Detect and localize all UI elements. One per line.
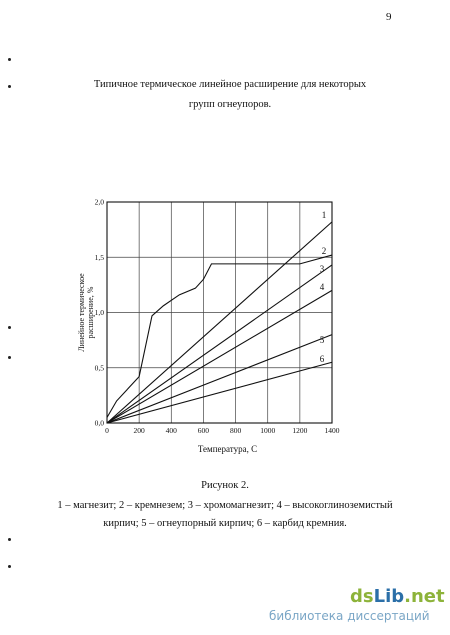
series-line-4 [107,290,332,423]
watermark-logo-mid: Lib [373,586,405,607]
watermark-subtitle: библиотека диссертаций [269,609,430,623]
y-axis-label-line-2: расширение, % [86,286,95,339]
x-tick-label: 1200 [292,426,308,435]
figure-title-line-2: групп огнеупоров. [188,99,272,110]
margin-mark [8,538,11,541]
legend-text-line-1: 1 – магнезит; 2 – кремнезем; 3 – хромомагнезит; 4 – высокоглиноземистый [57,500,393,511]
y-tick-label: 0,0 [94,418,104,428]
x-axis-label: Температура, С [197,444,258,454]
x-tick-label: 1000 [260,426,276,435]
series-label-4: 4 [319,282,325,292]
x-tick-label: 600 [197,426,210,435]
y-tick-label: 1,5 [94,252,104,262]
series-label-5: 5 [319,335,325,345]
y-tick-label: 0,5 [94,363,104,373]
figure-caption: Рисунок 2. [201,480,249,491]
x-tick-label: 400 [165,426,177,435]
y-axis-label-line-1: Линейное термическое [77,273,86,352]
watermark-logo-prefix: ds [350,586,374,607]
series-label-2: 2 [321,246,327,256]
series-line-5 [107,335,332,423]
margin-mark [8,565,11,568]
series-label-3: 3 [319,264,325,274]
watermark-logo [350,586,445,607]
legend-text-line-2: кирпич; 5 – огнеупорный кирпич; 6 – карбид кремния. [103,518,347,529]
x-tick-label: 1400 [324,426,340,435]
watermark-logo-suffix: .net [404,586,445,607]
x-tick-label: 200 [133,426,145,435]
series-label-1: 1 [321,210,327,220]
series-line-3 [107,265,332,423]
x-tick-label: 0 [105,426,109,435]
y-tick-label: 2,0 [94,197,104,207]
x-tick-label: 800 [229,426,242,435]
y-tick-label: 1,0 [94,308,104,317]
page-number: 9 [386,11,392,23]
series-label-6: 6 [319,354,325,364]
figure-title-line-1: Типичное термическое линейное расширение для некоторых [93,79,367,90]
